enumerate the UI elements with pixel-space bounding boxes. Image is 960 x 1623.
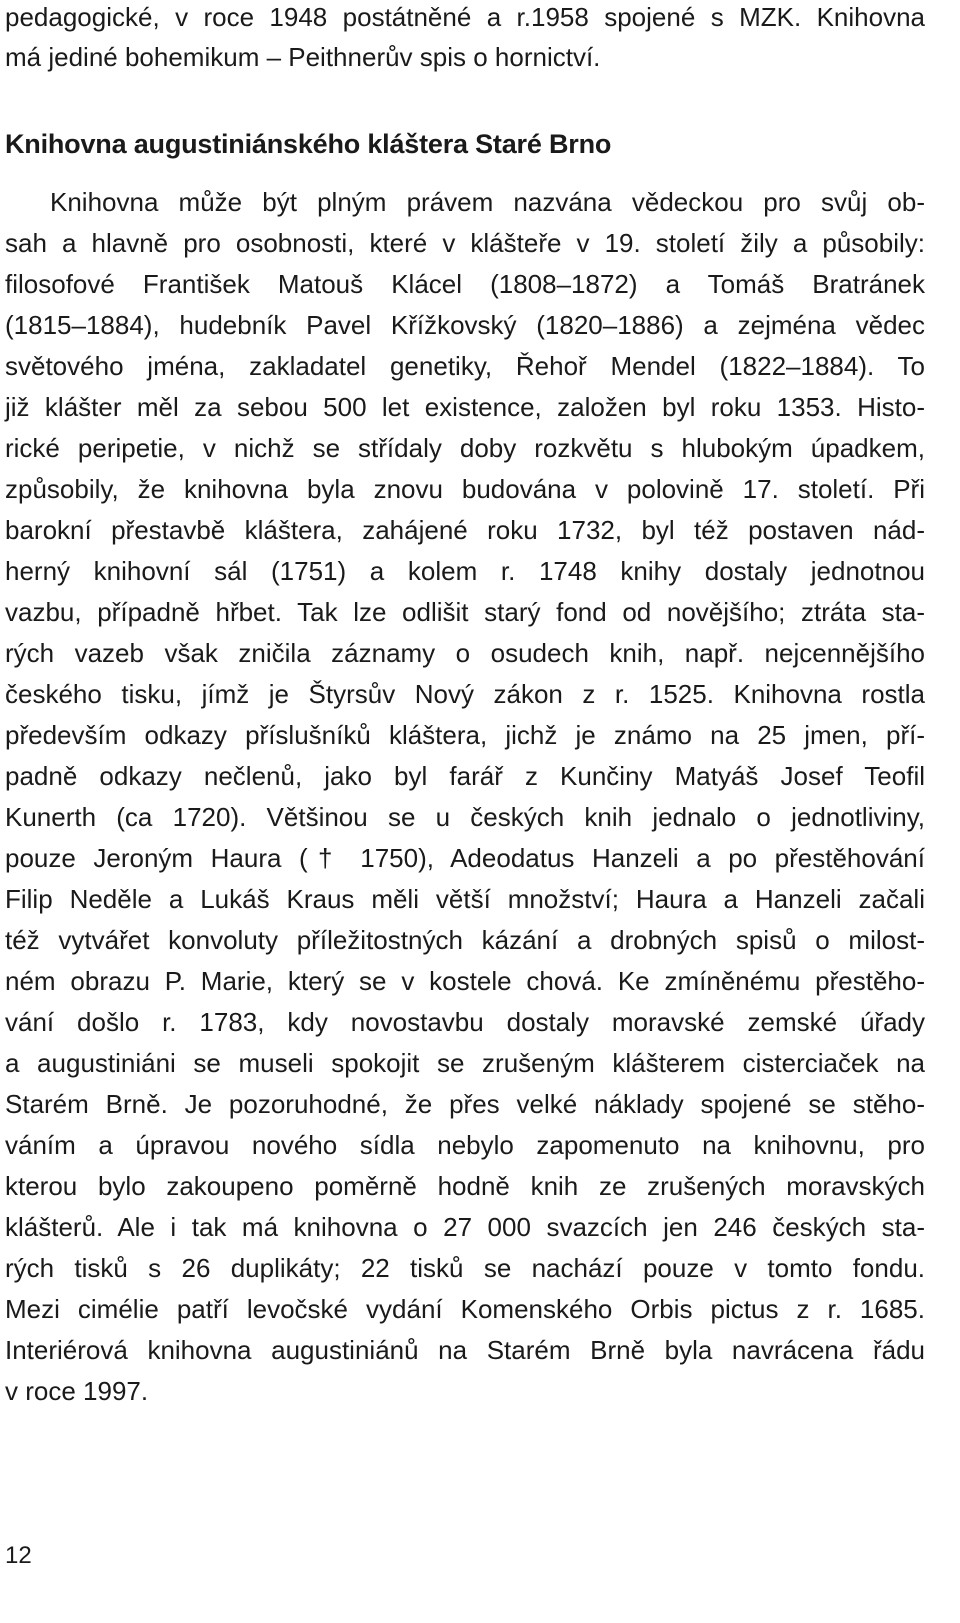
section-heading: Knihovna augustiniánského kláštera Staré Brno [5,129,612,159]
paragraph-line: vazbu, případně hřbet. Tak lze odlišit starý fond od novějšího; ztráta sta- [5,597,925,627]
paragraph-line: barokní přestavbě kláštera, zahájené roku 1732, byl též postaven nád- [5,515,925,545]
paragraph-line: ném obrazu P. Marie, který se v kostele chová. Ke zmíněnému přestěho- [5,966,925,996]
paragraph-line: padně odkazy nečlenů, jako byl farář z Kunčiny Matyáš Josef Teofil [5,761,925,791]
paragraph-line: vání došlo r. 1783, kdy novostavbu dostaly moravské zemské úřady [5,1007,925,1037]
paragraph-line: Starém Brně. Je pozoruhodné, že přes velké náklady spojené se stěho- [5,1089,925,1119]
paragraph-line: (1815–1884), hudebník Pavel Křížkovský (1820–1886) a zejména vědec [5,310,925,340]
paragraph-line: kterou bylo zakoupeno poměrně hodně knih ze zrušených moravských [5,1171,925,1201]
paragraph-line: způsobily, že knihovna byla znovu budována v polovině 17. století. Při [5,474,925,504]
paragraph-line: váním a úpravou nového sídla nebylo zapomenuto na knihovnu, pro [5,1130,925,1160]
paragraph-line: českého tisku, jímž je Štyrsův Nový zákon z r. 1525. Knihovna rostla [5,679,925,709]
paragraph-line: pouze Jeroným Haura († 1750), Adeodatus Hanzeli a po přestěhování [5,843,925,873]
paragraph-line: Kunerth (ca 1720). Většinou se u českých knih jednalo o jednotliviny, [5,802,925,832]
paragraph-line: již klášter měl za sebou 500 let existence, založen byl roku 1353. Histo- [5,392,925,422]
intro-line-1: pedagogické, v roce 1948 postátněné a r.1958 spojené s MZK. Knihovna [5,2,925,32]
paragraph-line: rické peripetie, v nichž se střídaly doby rozkvětu s hlubokým úpadkem, [5,433,925,463]
paragraph-line: sah a hlavně pro osobnosti, které v klášteře v 19. století žily a působily: [5,228,925,258]
paragraph-line: rých tisků s 26 duplikáty; 22 tisků se nachází pouze v tomto fondu. [5,1253,925,1283]
paragraph-line: filosofové František Matouš Klácel (1808–1872) a Tomáš Bratránek [5,269,925,299]
paragraph-line: Knihovna může být plným právem nazvána vědeckou pro svůj ob- [50,187,925,217]
paragraph-line: v roce 1997. [5,1376,149,1406]
paragraph-line: klášterů. Ale i tak má knihovna o 27 000 svazcích jen 246 českých sta- [5,1212,925,1242]
paragraph-line: především odkazy příslušníků kláštera, jichž je známo na 25 jmen, pří- [5,720,925,750]
intro-line-2: má jediné bohemikum – Peithnerův spis o hornictví. [5,42,601,72]
paragraph-line: herný knihovní sál (1751) a kolem r. 1748 knihy dostaly jednotnou [5,556,925,586]
paragraph-line: rých vazeb však zničila záznamy o osudech knih, např. nejcennějšího [5,638,925,668]
paragraph-line: světového jména, zakladatel genetiky, Řehoř Mendel (1822–1884). To [5,351,925,381]
paragraph-line: Filip Neděle a Lukáš Kraus měli větší množství; Haura a Hanzeli začali [5,884,925,914]
paragraph-line: též vytvářet konvoluty příležitostných kázání a drobných spisů o milost- [5,925,925,955]
paragraph-line: a augustiniáni se museli spokojit se zrušeným klášterem cisterciaček na [5,1048,925,1078]
paragraph-line: Interiérová knihovna augustiniánů na Starém Brně byla navrácena řádu [5,1335,925,1365]
page-number: 12 [5,1542,32,1569]
paragraph-line: Mezi cimélie patří levočské vydání Komenského Orbis pictus z r. 1685. [5,1294,925,1324]
